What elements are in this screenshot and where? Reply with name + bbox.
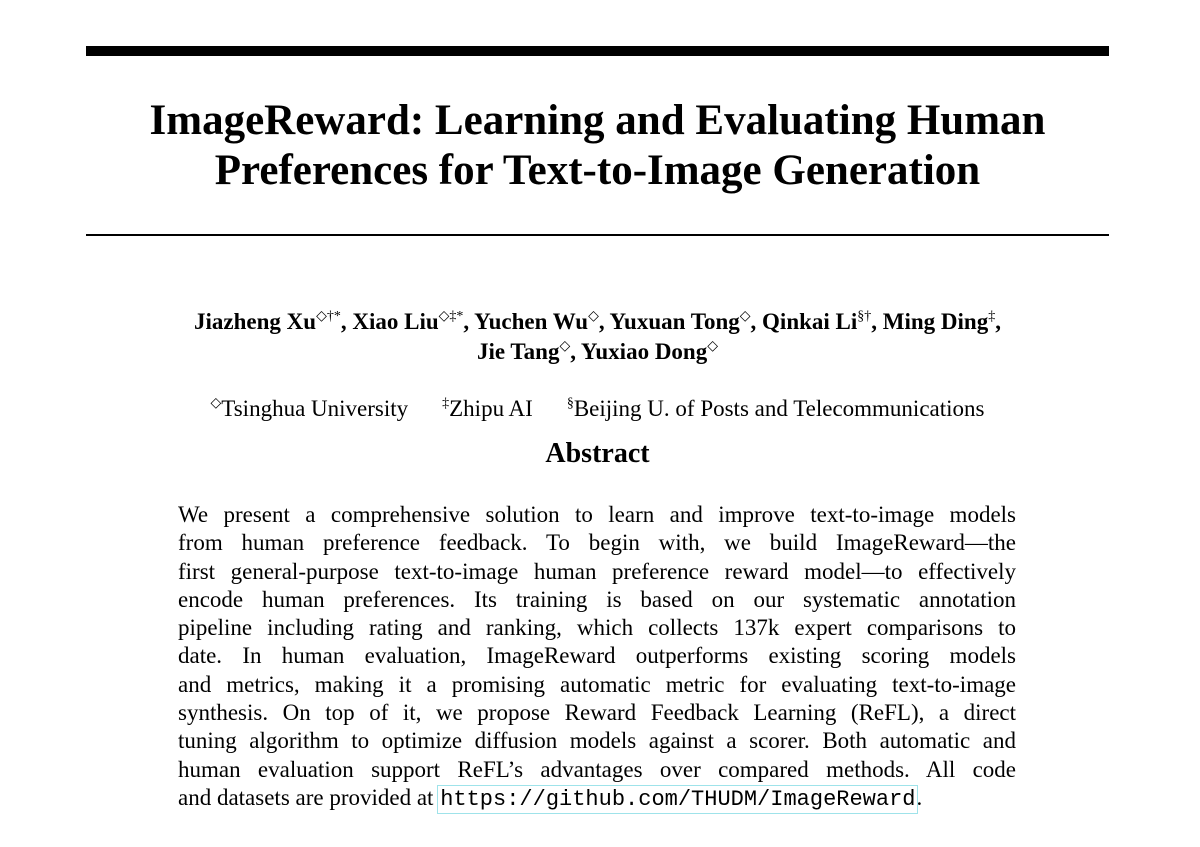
author-name: Yuchen Wu	[474, 309, 589, 334]
author-line: Jiazheng Xu◇†*, Xiao Liu◇‡*, Yuchen Wu◇, Yuxuan Tong◇, Qinkai Li§†, Ming Ding‡,	[194, 309, 1001, 334]
abstract-line: encode human preferences. Its training is based on our systematic annotation	[178, 586, 1016, 612]
author-marks: ◇	[559, 339, 571, 354]
author-line: Jie Tang◇, Yuxiao Dong◇	[476, 339, 719, 364]
author-name: Xiao Liu	[352, 309, 439, 334]
author-marks: ◇†*	[316, 309, 341, 324]
author-name: Yuxiao Dong	[580, 339, 708, 364]
author-marks: ◇	[588, 309, 599, 324]
affiliation-name: Beijing U. of Posts and Telecommunications	[573, 396, 985, 421]
author-list	[86, 307, 1109, 367]
abstract-line: pipeline including rating and ranking, which collects 137k expert comparisons to	[178, 615, 1016, 641]
affiliation	[442, 394, 533, 424]
affiliation-mark: ‡	[442, 396, 450, 411]
abstract-line: tuning algorithm to optimize diffusion models against a scorer. Both automatic and	[178, 728, 1016, 754]
abstract-line: synthesis. On top of it, we propose Reward Feedback Learning (ReFL), a direct	[178, 700, 1016, 726]
author-marks: ◇	[707, 339, 719, 354]
title-line: Preferences for Text-to-Image Generation	[214, 147, 981, 194]
affiliation-mark: ◇	[210, 396, 222, 411]
abstract-line: from human preference feedback. To begin with, we build ImageReward—the	[178, 530, 1016, 556]
title-bottom-rule	[86, 234, 1109, 236]
affiliation-mark: §	[566, 396, 574, 411]
abstract-line: human evaluation support ReFL’s advantages over compared methods. All code	[178, 756, 1016, 782]
author-marks: ◇‡*	[438, 309, 464, 324]
author-marks: ◇	[739, 309, 751, 324]
abstract-line	[178, 784, 1016, 814]
abstract-line: We present a comprehensive solution to learn and improve text-to-image models	[178, 502, 1016, 527]
abstract-line: date. In human evaluation, ImageReward outperforms existing scoring models	[178, 643, 1016, 669]
author-marks: §†	[857, 309, 872, 324]
affiliation	[567, 394, 985, 424]
author-marks: ‡	[988, 309, 996, 324]
github-link[interactable]: https://github.com/THUDM/ImageReward	[440, 786, 916, 812]
affiliation	[211, 394, 409, 424]
abstract-line: first general-purpose text-to-image human preference reward model—to effectively	[178, 558, 1016, 584]
affiliation-name: Zhipu AI	[449, 396, 533, 421]
abstract-heading: Abstract	[545, 438, 650, 469]
title-line: ImageReward: Learning and Evaluating Human	[149, 97, 1046, 144]
author-name: Jiazheng Xu	[194, 309, 317, 334]
abstract-text: .	[916, 784, 923, 810]
abstract-text: and datasets are provided at	[178, 784, 440, 810]
author-name: Ming Ding	[882, 309, 989, 334]
author-name: Jie Tang	[476, 339, 560, 364]
affiliation-list	[86, 394, 1109, 424]
author-name: Qinkai Li	[762, 309, 858, 334]
abstract-body	[178, 501, 1016, 814]
author-name: Yuxuan Tong	[609, 309, 740, 334]
affiliation-name: Tsinghua University	[221, 396, 409, 421]
top-rule	[86, 46, 1109, 56]
abstract-line: and metrics, making it a promising automatic metric for evaluating text-to-image	[178, 671, 1016, 697]
paper-title	[86, 96, 1109, 196]
